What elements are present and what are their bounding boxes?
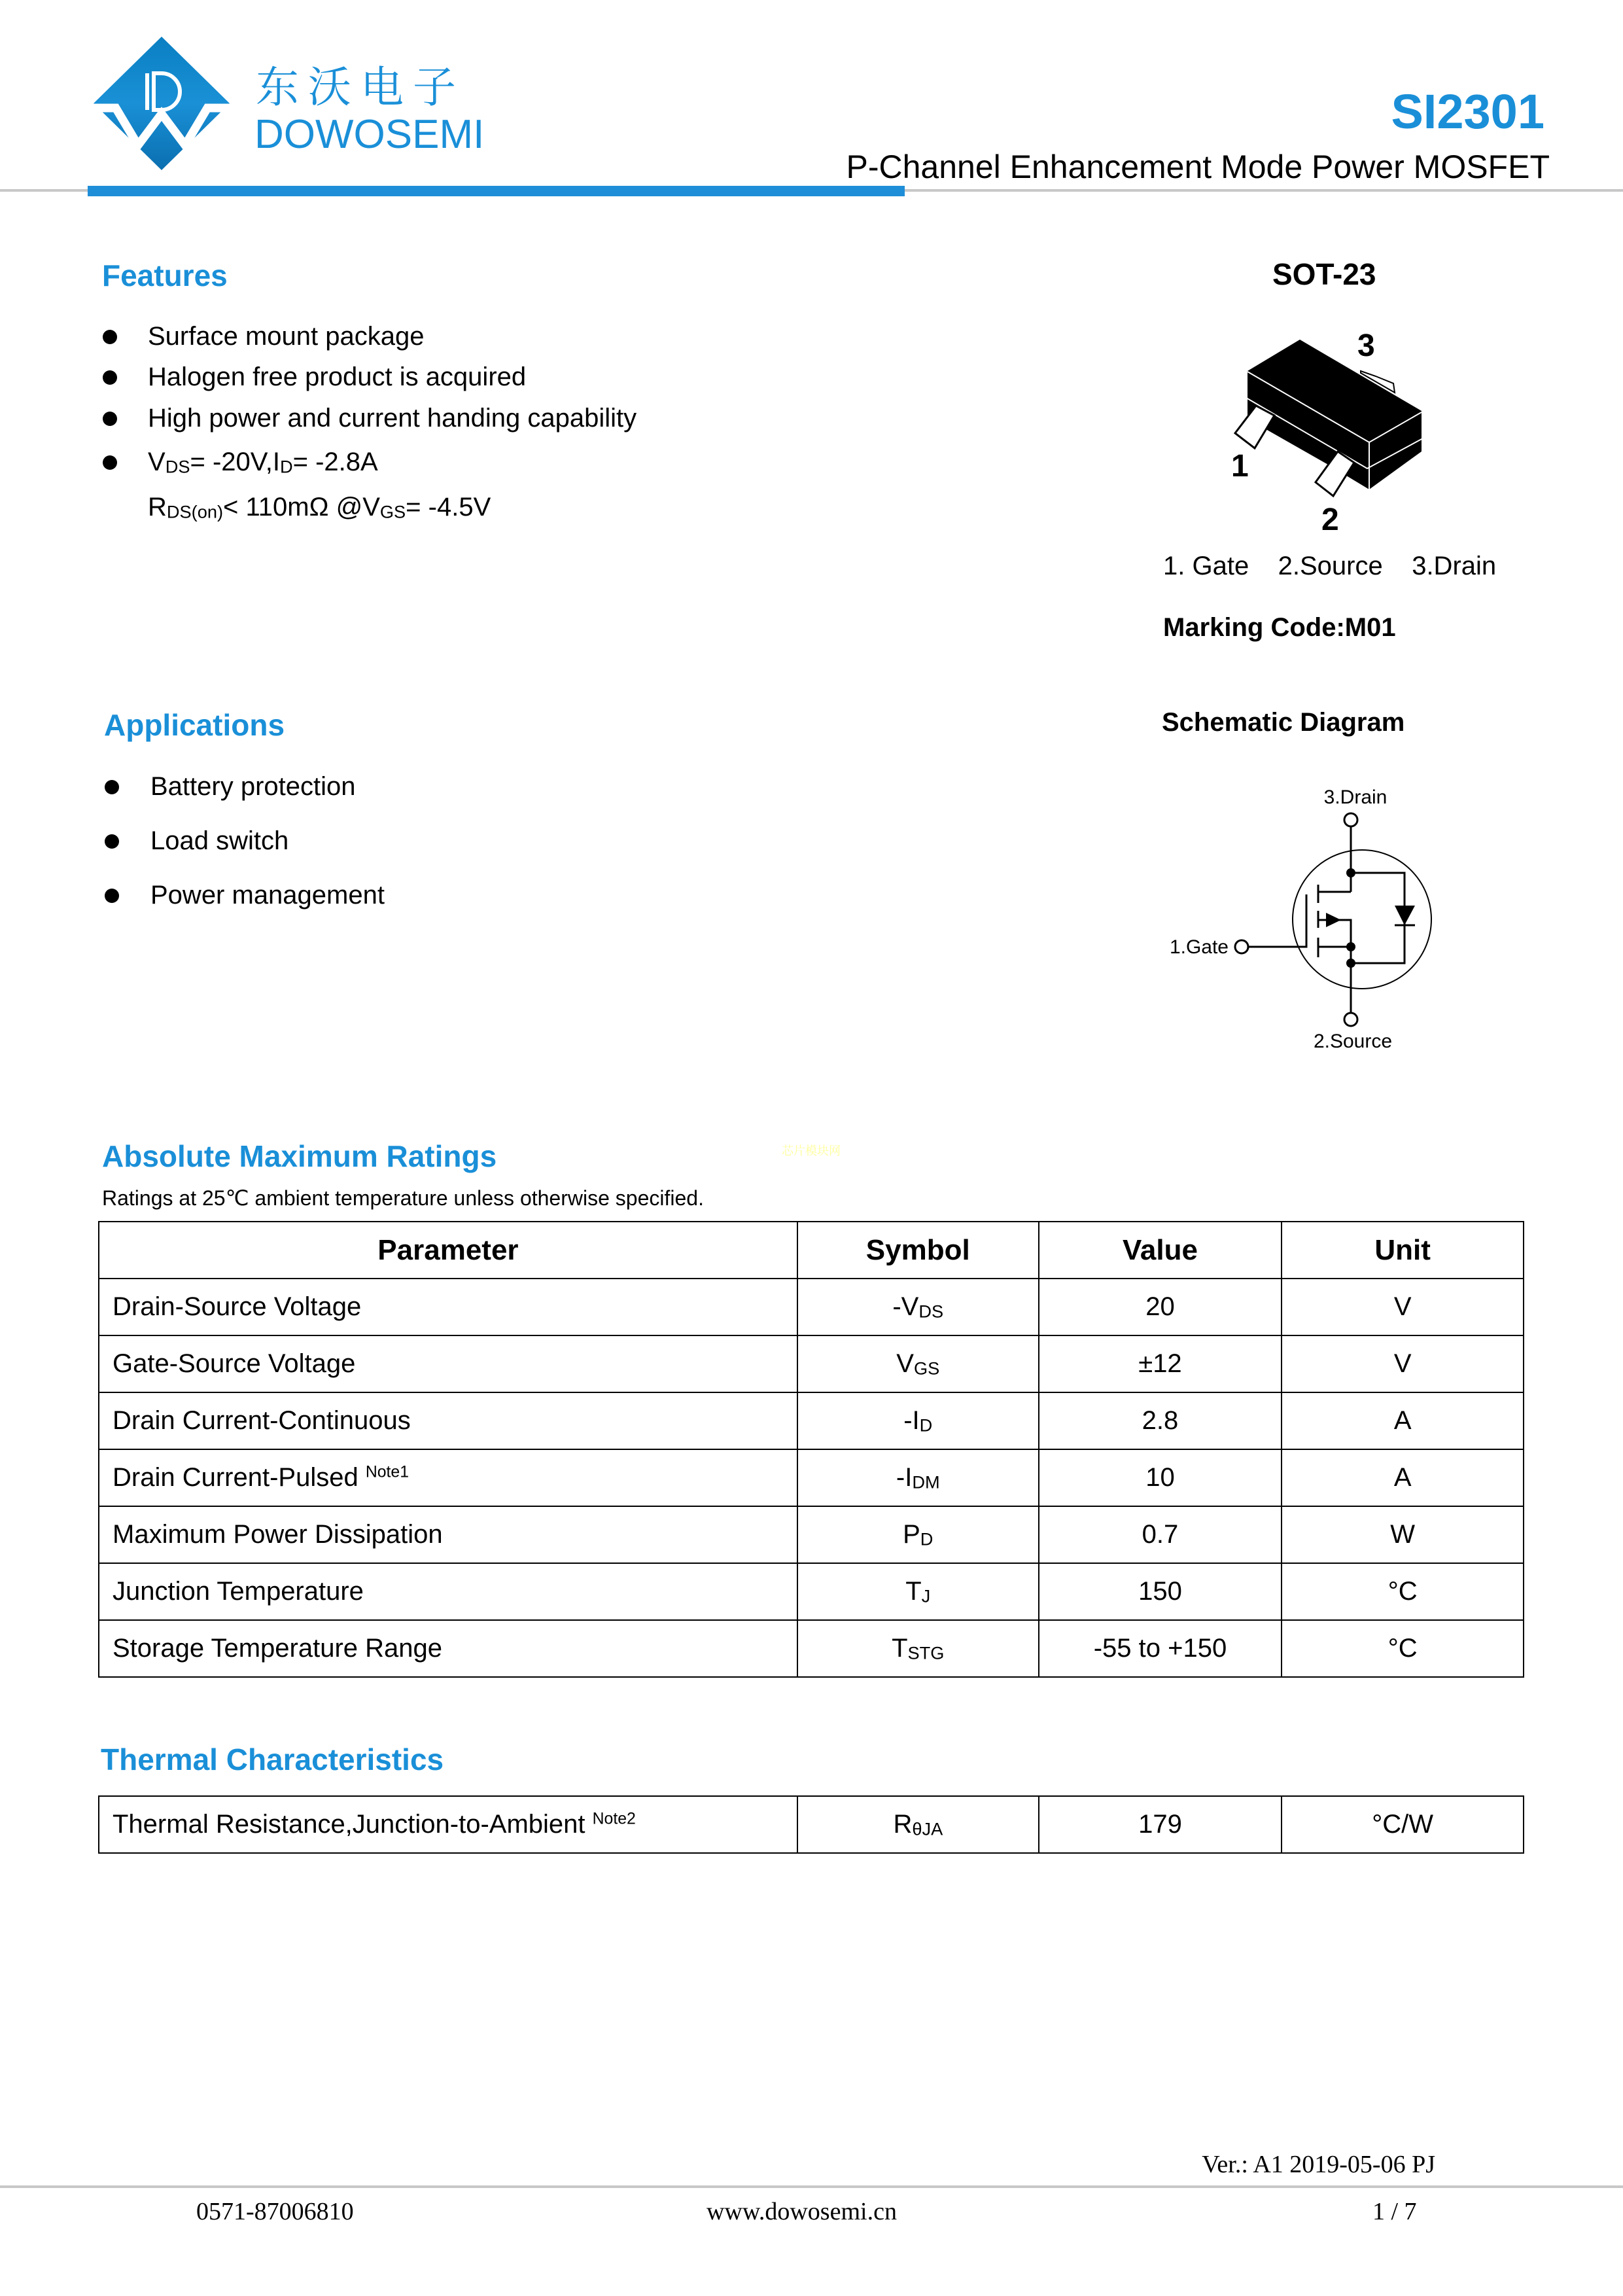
value-cell: 2.8 xyxy=(1039,1392,1282,1449)
logo-cn-text: 东沃电子 xyxy=(256,62,465,113)
value-cell: -55 to +150 xyxy=(1039,1620,1282,1677)
symbol-cell: $-I_D$ xyxy=(797,1392,1039,1449)
feature-item-spec2: $R_{DS(on)}< 110m\Omega$ $@V_{GS}= -4.5V$ xyxy=(148,493,491,522)
table-row xyxy=(99,1563,1524,1620)
applications-title: Applications xyxy=(104,708,285,742)
symbol-cell: $R_{\theta JA}$ xyxy=(797,1796,1039,1853)
bullet-icon xyxy=(105,889,119,903)
package-title: SOT-23 xyxy=(1272,257,1376,291)
table-row xyxy=(99,1392,1524,1449)
symbol-cell: $P_D$ xyxy=(797,1506,1039,1563)
drain-label: 3.Drain xyxy=(1323,786,1387,808)
param-cell: Storage Temperature Range xyxy=(99,1620,797,1677)
value-cell: 10 xyxy=(1039,1449,1282,1506)
pin-2-label: 2 xyxy=(1321,503,1339,537)
amr-table xyxy=(98,1221,1524,1678)
param-cell: Junction Temperature xyxy=(99,1563,797,1620)
param-cell: Thermal Resistance,Junction-to-Ambient $^{Note2}$ xyxy=(99,1796,797,1853)
watermark: 芯片模块网 xyxy=(782,1144,841,1158)
symbol-cell: $-V_{DS}$ xyxy=(797,1279,1039,1335)
unit-cell: °C xyxy=(1282,1620,1524,1677)
table-row xyxy=(99,1449,1524,1506)
param-cell: Maximum Power Dissipation xyxy=(99,1506,797,1563)
value-cell: 179 xyxy=(1039,1796,1282,1853)
column-header: Value xyxy=(1039,1222,1282,1279)
symbol-cell: $V_{GS}$ xyxy=(797,1335,1039,1392)
unit-cell: V xyxy=(1282,1335,1524,1392)
column-header: Symbol xyxy=(797,1222,1039,1279)
bullet-icon xyxy=(103,455,117,470)
part-number: SI2301 xyxy=(1391,84,1544,139)
source-label: 2.Source xyxy=(1313,1031,1393,1052)
unit-cell: °C xyxy=(1282,1563,1524,1620)
features-title: Features xyxy=(102,258,228,292)
footer-phone: 0571-87006810 xyxy=(196,2198,354,2225)
param-cell: Gate-Source Voltage xyxy=(99,1335,797,1392)
thermal-table xyxy=(98,1795,1524,1854)
bullet-icon xyxy=(103,370,117,385)
logo-en-text: DOWOSEMI xyxy=(254,112,485,157)
page-number: 1 / 7 xyxy=(1372,2198,1417,2225)
param-cell: Drain Current-Pulsed $^{Note1}$ xyxy=(99,1449,797,1506)
bullet-icon xyxy=(103,330,117,344)
bullet-icon xyxy=(105,834,119,849)
feature-item: High power and current handing capability xyxy=(148,404,637,433)
column-header: Unit xyxy=(1282,1222,1524,1279)
application-item: Load switch xyxy=(150,826,289,855)
sot23-package-icon xyxy=(1197,314,1446,537)
table-row xyxy=(99,1506,1524,1563)
param-cell: Drain Current-Continuous xyxy=(99,1392,797,1449)
gate-label: 1.Gate xyxy=(1169,936,1229,958)
application-item: Power management xyxy=(150,881,385,910)
unit-cell: W xyxy=(1282,1506,1524,1563)
unit-cell: V xyxy=(1282,1279,1524,1335)
pin-1-label: 1 xyxy=(1231,449,1249,484)
table-row xyxy=(99,1279,1524,1335)
table-row xyxy=(99,1796,1524,1853)
feature-item: Halogen free product is acquired xyxy=(148,362,527,391)
table-header-row xyxy=(99,1222,1524,1279)
symbol-cell: $T_J$ xyxy=(797,1563,1039,1620)
unit-cell: A xyxy=(1282,1449,1524,1506)
value-cell: 150 xyxy=(1039,1563,1282,1620)
mosfet-schematic-icon xyxy=(1145,772,1446,1060)
unit-cell: A xyxy=(1282,1392,1524,1449)
pin-assignment: 1. Gate 2.Source 3.Drain xyxy=(1163,552,1497,580)
thermal-title: Thermal Characteristics xyxy=(101,1742,444,1776)
bullet-icon xyxy=(103,412,117,426)
logo-diamond-icon xyxy=(91,34,232,173)
amr-note: Ratings at 25℃ ambient temperature unless otherwise specified. xyxy=(102,1186,704,1210)
unit-cell: °C/W xyxy=(1282,1796,1524,1853)
pin-3-label: 3 xyxy=(1357,328,1375,363)
symbol-cell: $T_{STG}$ xyxy=(797,1620,1039,1677)
table-row xyxy=(99,1335,1524,1392)
footer-website[interactable]: www.dowosemi.cn xyxy=(707,2198,897,2225)
bullet-icon xyxy=(105,780,119,794)
column-header: Parameter xyxy=(99,1222,797,1279)
marking-code: Marking Code:M01 xyxy=(1163,613,1396,642)
amr-title: Absolute Maximum Ratings xyxy=(102,1139,497,1173)
schematic-title: Schematic Diagram xyxy=(1162,708,1405,737)
value-cell: ±12 xyxy=(1039,1335,1282,1392)
feature-item: Surface mount package xyxy=(148,322,425,351)
param-cell: Drain-Source Voltage xyxy=(99,1279,797,1335)
value-cell: 0.7 xyxy=(1039,1506,1282,1563)
page-subtitle: P-Channel Enhancement Mode Power MOSFET xyxy=(846,149,1550,185)
feature-item-spec1: $V_{DS}= -20V,I_D= -2.8A$ xyxy=(148,448,378,477)
application-item: Battery protection xyxy=(150,772,356,801)
version-text: Ver.: A1 2019-05-06 PJ xyxy=(1202,2151,1435,2178)
table-row xyxy=(99,1620,1524,1677)
footer-divider xyxy=(0,2185,1623,2188)
symbol-cell: $-I_{DM}$ xyxy=(797,1449,1039,1506)
value-cell: 20 xyxy=(1039,1279,1282,1335)
header-accent-bar xyxy=(88,186,905,196)
